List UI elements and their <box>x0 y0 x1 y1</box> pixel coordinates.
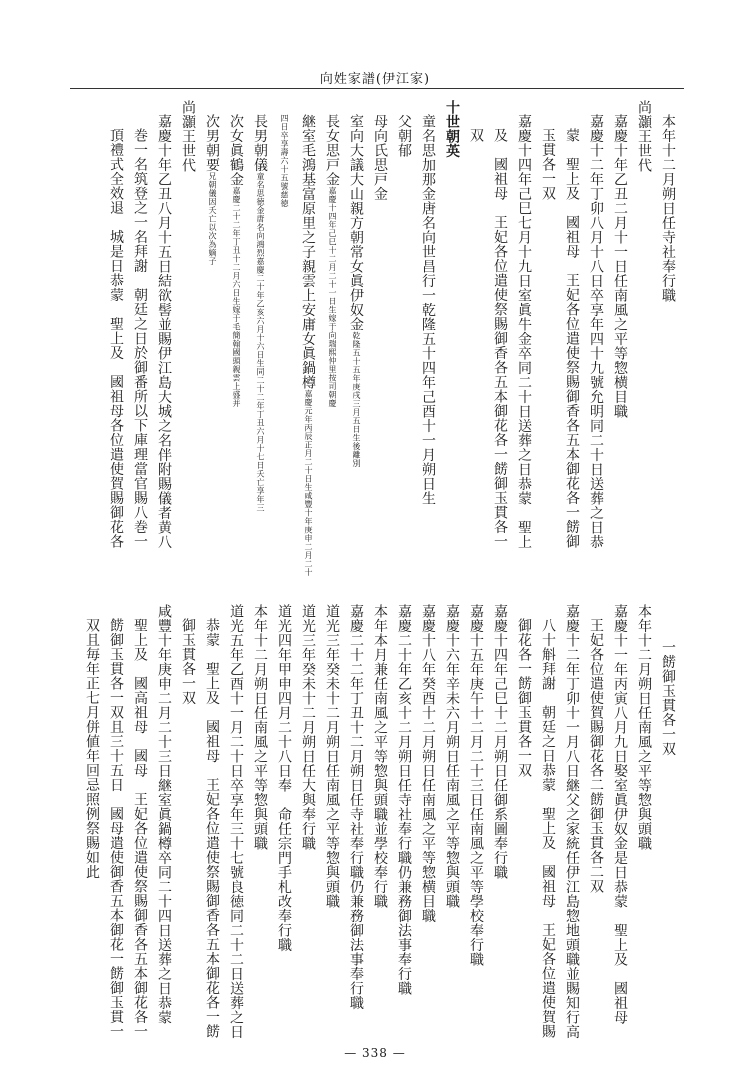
column-annotation: 嘉慶十四年己巳十二月二十一日生嫁于向瑞熙仲里按司朝慶 <box>328 186 337 408</box>
text-column <box>176 100 200 570</box>
column-text: 長女思戸金 <box>324 114 340 187</box>
column-text: 道光四年甲申四月二十八日奉 命任宗門手札改奉行職 <box>276 604 292 952</box>
text-column <box>248 100 272 584</box>
text-column <box>632 590 656 1044</box>
text-column <box>512 590 536 1058</box>
text-column <box>248 590 272 1044</box>
text-column <box>632 100 656 570</box>
column-text: 嘉慶十一年丙寅八月九日娶室眞伊奴金是日恭蒙 聖上及 國祖母 <box>612 604 628 1025</box>
text-column <box>584 590 608 1058</box>
text-column <box>224 100 248 584</box>
column-text: 嘉慶十年乙丑二月十一日任南風之平等惣横目職 <box>612 114 628 419</box>
text-column <box>488 100 512 598</box>
column-text: 御花各一餝御玉貫各一双 <box>516 618 532 778</box>
column-text: 双 <box>468 128 484 143</box>
text-column <box>368 100 392 584</box>
text-column <box>512 100 536 584</box>
column-annotation: 童名思徳金唐名向鴻烈嘉慶二十年乙亥六月十六日生同二十二年丁丑六月十七日夭亡享年三 <box>256 172 265 512</box>
text-column <box>656 590 680 1080</box>
text-column <box>416 100 440 584</box>
text-column <box>320 590 344 1044</box>
column-text: 頂禮式全效退 城是日恭蒙 聖上及 國祖母各位遣使賀賜御花各 <box>108 128 124 549</box>
column-text: 嘉慶十年乙丑八月十五日結欲髻並賜伊江島大城之名伴附賜儀者黄八 <box>156 114 172 549</box>
text-column <box>296 590 320 1044</box>
text-column <box>488 590 512 1044</box>
column-text: 嘉慶十二年丁卯十一月八日継父之家統任伊江島惣地頭職並賜知行高 <box>564 604 580 1039</box>
text-column <box>272 100 320 584</box>
text-column <box>224 590 248 1044</box>
column-text: 聖上及 國高祖母 國母 王妃各位遣使祭賜御香各五本御花各一 <box>132 618 148 1039</box>
page-header-title: 向姓家譜(伊江家) <box>319 72 431 87</box>
text-column <box>536 100 560 598</box>
column-text: 室向大議大山親方朝常女眞伊奴金 <box>348 114 364 332</box>
text-column <box>560 590 584 1044</box>
text-column <box>344 100 368 584</box>
column-text: 本年十二月朔日任南風之平等惣與頭職 <box>636 604 652 851</box>
column-text: 蒙 聖上及 國祖母 王妃各位遣使祭賜御香各五本御花各一餝御 <box>564 128 580 549</box>
text-column <box>344 590 368 1044</box>
text-column <box>464 100 488 598</box>
text-column <box>560 100 584 598</box>
text-column <box>464 590 488 1044</box>
text-column <box>608 590 632 1044</box>
text-column <box>272 590 296 1044</box>
text-column <box>368 590 392 1044</box>
text-column <box>392 590 416 1044</box>
column-annotation: 兄朝儀因夭亡以次為嫡子 <box>208 172 217 266</box>
column-text: 本年十二月朔日任寺社奉行職 <box>660 114 676 303</box>
column-text: 恭蒙 聖上及 國祖母 王妃各位遣使祭賜御香各五本御花各一餝 <box>204 618 220 1039</box>
column-text: 嘉慶二十年乙亥十二月朔日任寺社奉行職仍兼務御法事奉行職 <box>396 604 412 996</box>
page-number: — 338 — <box>344 1046 406 1060</box>
text-column <box>440 100 464 570</box>
column-text: 嘉慶十二年丁卯八月十八日卒享年四十九號允明同二十日送葬之日恭 <box>588 114 604 549</box>
text-column <box>152 100 176 584</box>
text-column <box>104 100 128 598</box>
header-rule <box>70 88 684 89</box>
column-text: 御玉貫各一双 <box>180 618 196 705</box>
column-text: 継室毛鴻基富原里之子親雲上安庸女眞鍋樽 <box>300 114 316 390</box>
text-column <box>80 590 104 1058</box>
column-text: 本年本月兼任南風之平等惣與頭職並學校奉行職 <box>372 604 388 909</box>
text-column <box>440 590 464 1044</box>
text-column <box>416 590 440 1044</box>
column-text: 父朝郁 <box>396 114 412 158</box>
column-text: 双且毎年正七月併値年回忌照例祭賜如此 <box>84 618 100 879</box>
text-column <box>200 100 224 584</box>
column-text: 嘉慶十八年癸酉十二月朔日任南風之平等惣横目職 <box>420 604 436 923</box>
top-text-block <box>80 100 680 577</box>
column-text: 及 國祖母 王妃各位遣使祭賜御香各五本御花各一餝御玉貫各一 <box>492 128 508 549</box>
column-text: 王妃各位遣使賀賜御花各二餝御玉貫各二双 <box>588 618 604 894</box>
column-text: 道光五年乙酉十一月二十日卒享年三十七號良徳同二十二日送葬之日 <box>228 604 244 1039</box>
column-text: 尚灝王世代 <box>636 100 652 173</box>
text-column <box>608 100 632 584</box>
text-column <box>584 100 608 584</box>
text-column <box>104 590 128 1058</box>
column-text: 長男朝儀 <box>252 114 268 172</box>
text-column <box>200 590 224 1058</box>
bottom-text-block <box>80 590 680 1039</box>
text-column <box>536 590 560 1058</box>
column-text: 嘉慶十五年庚午十二月二十三日任南風之平等學校奉行職 <box>468 604 484 967</box>
text-column <box>392 100 416 584</box>
column-text: 本年十二月朔日任南風之平等惣與頭職 <box>252 604 268 851</box>
text-column <box>656 100 680 584</box>
column-text: 尚灝王世代 <box>180 100 196 173</box>
column-text: 餝御玉貫各一双且三十五日 國母遣使御香五本御花一餝御玉貫一 <box>108 618 124 1039</box>
text-column <box>128 100 152 598</box>
column-text: 次女眞鶴金 <box>228 114 244 187</box>
column-text: 母向氏思戸金 <box>372 114 388 201</box>
text-column <box>320 100 344 584</box>
text-column <box>176 590 200 1058</box>
column-text: 八十斛拜謝 朝廷之日恭蒙 聖上及 國祖母 王妃各位遣使賀賜 <box>540 618 556 1039</box>
column-text: 嘉慶二十二年丁丑十二月朔日任寺社奉行職仍兼務御法事奉行職 <box>348 604 364 1010</box>
column-text: 嘉慶十六年辛未六月朔日任南風之平等惣與頭職 <box>444 604 460 909</box>
column-annotation: 嘉慶二十二年丁丑十二月六日生嫁于毛簡翰國頭親雲上盛并 <box>232 186 241 408</box>
column-text: 道光三年癸未十二月朔日任南風之平等惣與頭職 <box>324 604 340 909</box>
text-column <box>128 590 152 1058</box>
column-text: 次男朝要 <box>204 114 220 172</box>
column-text: 嘉慶十四年己巳七月十九日室眞牛金卒同二十日送葬之日恭蒙 聖上 <box>516 114 532 549</box>
text-column <box>152 590 176 1044</box>
column-annotation: 乾隆五十五年庚戌三月五日生後離別 <box>352 331 361 468</box>
column-text: 巻一名筑登之一名拜謝 朝廷之日於御番所以下庫理當官賜八巻一 <box>132 128 148 549</box>
column-text: 十世朝英 <box>444 100 460 158</box>
column-text: 嘉慶十四年己巳十二月朔日任御系圖奉行職 <box>492 604 508 880</box>
column-text: 咸豐十年庚申二月二十三日継室眞鍋樽卒同二十四日送葬之日恭蒙 <box>156 604 172 1025</box>
column-text: 玉貫各一双 <box>540 128 556 201</box>
column-text: 童名思加那金唐名向世昌行一乾隆五十四年己酉十一月朔日生 <box>420 114 436 506</box>
column-text: 道光三年癸未十二月朔日任大與奉行職 <box>300 604 316 851</box>
column-text: 一餝御玉貫各一双 <box>660 640 676 756</box>
column-annotation: 嘉慶元年丙辰正月二十日生咸豐十年庚申二月二十四日卒享壽六十五號慈徳 <box>280 114 313 577</box>
